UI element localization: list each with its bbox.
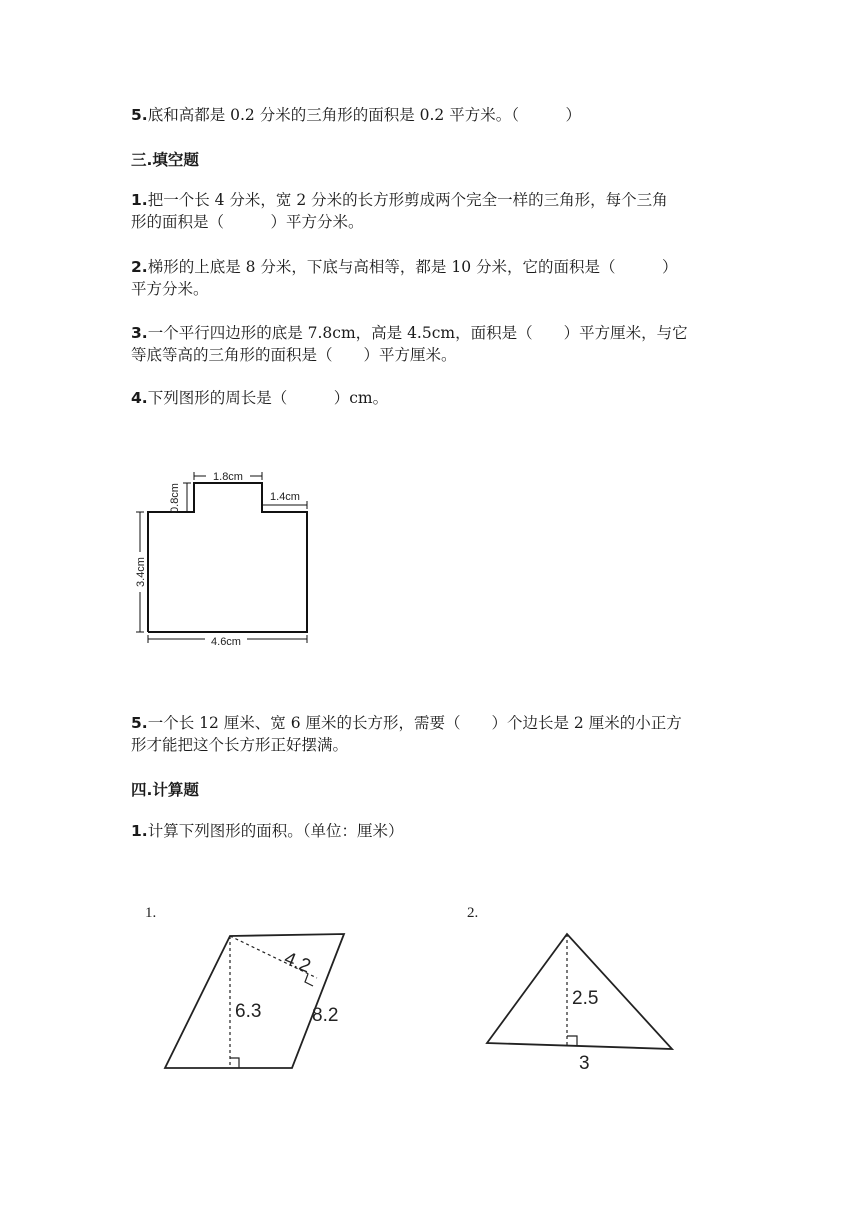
label-triangle-height: 2.5 bbox=[572, 988, 599, 1009]
label-top-width: 1.8cm bbox=[213, 471, 243, 483]
label-step-height: 0.8cm bbox=[169, 483, 181, 513]
label-side: 8.2 bbox=[312, 1005, 339, 1026]
figure-1-index: 1. bbox=[145, 905, 157, 921]
section-heading-fill-in: 三.填空题 bbox=[131, 151, 199, 169]
question-text: 底和高都是 0.2 分米的三角形的面积是 0.2 平方米。（ ） bbox=[147, 106, 581, 124]
question-number: 3. bbox=[131, 324, 148, 342]
question-text: 计算下列图形的面积。（单位：厘米） bbox=[147, 822, 404, 840]
question-number: 1. bbox=[131, 822, 148, 840]
label-triangle-base: 3 bbox=[579, 1053, 590, 1074]
label-right-step: 1.4cm bbox=[270, 491, 300, 503]
question-number: 1. bbox=[131, 191, 148, 209]
label-left-height: 3.4cm bbox=[135, 557, 147, 587]
label-height: 6.3 bbox=[235, 1001, 262, 1022]
question-text: 下列图形的周长是（ ）cm。 bbox=[147, 389, 389, 407]
question-text: 一个长 12 厘米、宽 6 厘米的长方形，需要（ ）个边长是 2 厘米的小正方 bbox=[147, 714, 682, 732]
question-text: 一个平行四边形的底是 7.8cm，高是 4.5cm，面积是（ ）平方厘米，与它 bbox=[147, 324, 688, 342]
question-text: 把一个长 4 分米，宽 2 分米的长方形剪成两个完全一样的三角形，每个三角 bbox=[147, 191, 668, 209]
fill-q3-line2: 等底等高的三角形的面积是（ ）平方厘米。 bbox=[131, 346, 457, 364]
question-number: 4. bbox=[131, 389, 148, 407]
question-number: 2. bbox=[131, 258, 148, 276]
question-number: 5. bbox=[131, 714, 148, 732]
label-bottom-width: 4.6cm bbox=[211, 636, 241, 648]
question-text: 梯形的上底是 8 分米，下底与高相等，都是 10 分米，它的面积是（ ） bbox=[147, 258, 678, 276]
label-slant: 4.2 bbox=[281, 948, 314, 978]
fill-q5-line2: 形才能把这个长方形正好摆满。 bbox=[131, 736, 349, 754]
question-number: 5. bbox=[131, 106, 148, 124]
figure-2-index: 2. bbox=[467, 905, 479, 921]
section-heading-calculation: 四.计算题 bbox=[131, 781, 199, 799]
fill-q2-line2: 平方分米。 bbox=[131, 280, 209, 298]
fill-q1-line2: 形的面积是（ ）平方分米。 bbox=[131, 213, 364, 231]
